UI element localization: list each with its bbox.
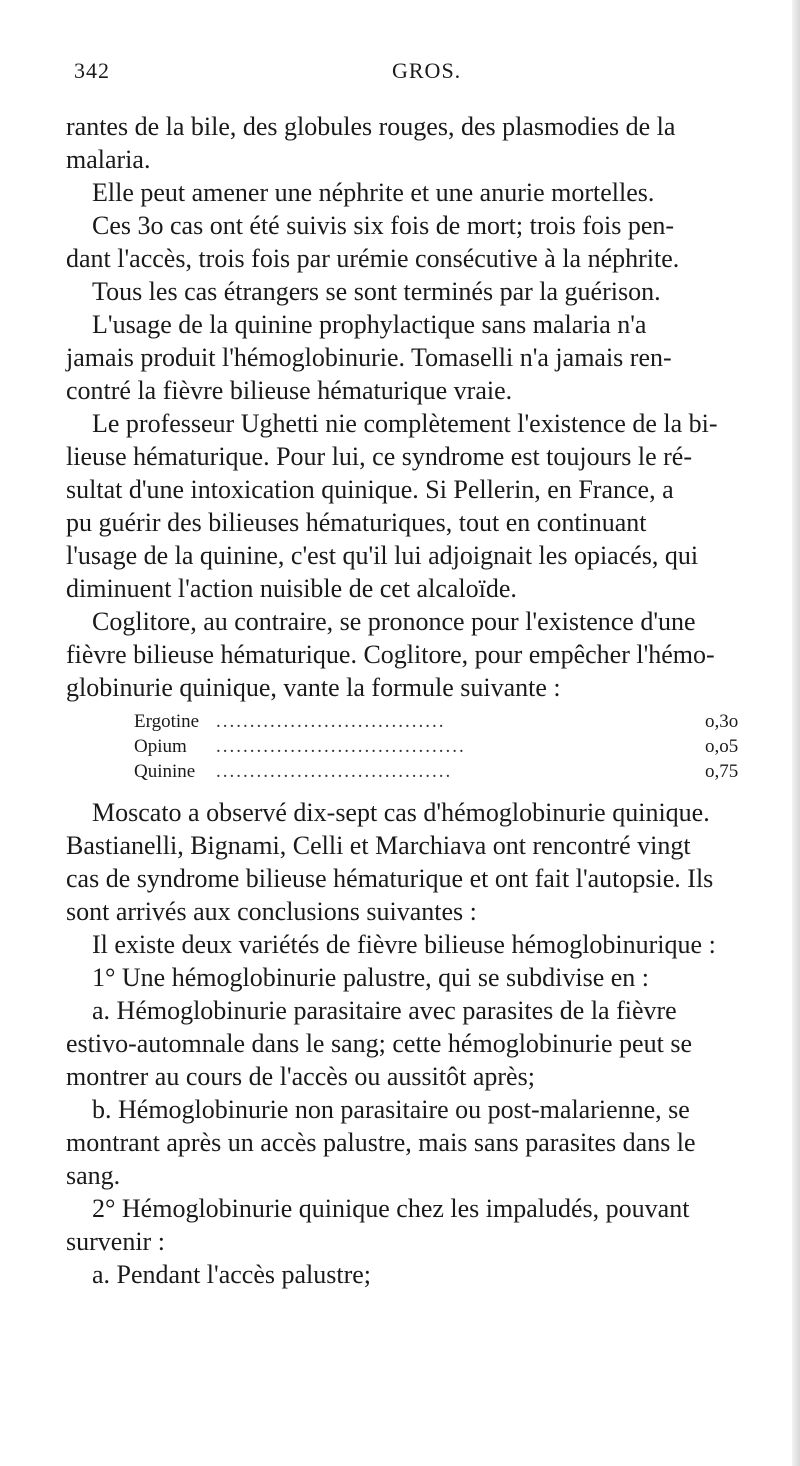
ingredient-quantity: o,75: [705, 761, 739, 782]
text-line: pu guérir des bilieuses hématuriques, tout en continuant: [66, 508, 647, 537]
text-line: l'usage de la quinine, c'est qu'il lui adjoignait les opiacés, qui: [66, 541, 699, 570]
text-line: Ces 3o cas ont été suivis six fois de mort; trois fois pen-: [92, 211, 675, 240]
formula-row: [66, 709, 782, 734]
ingredient-name: Quinine: [134, 761, 196, 782]
text-line: contré la fièvre bilieuse hématurique vraie.: [66, 376, 513, 405]
text-line: jamais produit l'hémoglobinurie. Tomaselli n'a jamais ren-: [66, 343, 672, 372]
ingredient-quantity: o,3o: [705, 711, 739, 732]
text-line: montrant après un accès palustre, mais sans parasites dans le: [66, 1128, 696, 1157]
ingredient-name: Ergotine: [134, 711, 200, 732]
text-line: Bastianelli, Bignami, Celli et Marchiava ont rencontré vingt: [66, 831, 691, 860]
page-number: 342: [74, 58, 110, 83]
formula-row: [66, 734, 782, 759]
text-line: rantes de la bile, des globules rouges, des plasmodies de la: [66, 112, 676, 141]
text-line: b. Hémoglobinurie non parasitaire ou post-malarienne, se: [92, 1095, 690, 1124]
text-line: cas de syndrome bilieuse hématurique et ont fait l'autopsie. Ils: [66, 864, 714, 893]
text-line: 2° Hémoglobinurie quinique chez les impaludés, pouvant: [92, 1194, 690, 1223]
running-title: GROS.: [392, 58, 462, 83]
text-line: survenir :: [66, 1227, 165, 1256]
text-line: a. Pendant l'accès palustre;: [92, 1260, 372, 1289]
text-line: Moscato a observé dix-sept cas d'hémoglobinurie quinique.: [92, 798, 710, 827]
ingredient-quantity: o,o5: [705, 736, 739, 757]
text-line: malaria.: [66, 145, 151, 174]
text-line: dant l'accès, trois fois par urémie consécutive à la néphrite.: [66, 244, 680, 273]
ingredient-name: Opium: [134, 736, 187, 757]
page-header: [74, 58, 722, 88]
text-line: sang.: [66, 1161, 121, 1190]
text-line: estivo-automnale dans le sang; cette hémoglobinurie peut se: [66, 1029, 692, 1058]
dot-leader: .....................................: [216, 736, 466, 757]
paragraphs-after-formula: [66, 796, 782, 1291]
formula-row: [66, 759, 782, 784]
formula-table: [66, 709, 782, 784]
text-line: 1° Une hémoglobinurie palustre, qui se subdivise en :: [92, 963, 650, 992]
paragraphs-before-formula: [66, 110, 782, 704]
text-line: a. Hémoglobinurie parasitaire avec parasites de la fièvre: [92, 996, 677, 1025]
text-line: sultat d'une intoxication quinique. Si Pellerin, en France, a: [66, 475, 674, 504]
text-line: Le professeur Ughetti nie complètement l'existence de la bi-: [92, 409, 718, 438]
text-line: lieuse hématurique. Pour lui, ce syndrome est toujours le ré-: [66, 442, 693, 471]
text-line: sont arrivés aux conclusions suivantes :: [66, 897, 477, 926]
body-text: [66, 110, 782, 1291]
text-line: Tous les cas étrangers se sont terminés par la guérison.: [92, 277, 661, 306]
dot-leader: ..................................: [216, 711, 446, 732]
text-line: diminuent l'action nuisible de cet alcaloïde.: [66, 574, 517, 603]
text-line: L'usage de la quinine prophylactique sans malaria n'a: [92, 310, 647, 339]
page-edge-shadow: [792, 0, 800, 1466]
text-line: Coglitore, au contraire, se prononce pour l'existence d'une: [92, 607, 696, 636]
text-line: globinurie quinique, vante la formule suivante :: [66, 673, 561, 702]
text-line: montrer au cours de l'accès ou aussitôt après;: [66, 1062, 535, 1091]
dot-leader: ...................................: [216, 761, 453, 782]
text-line: Il existe deux variétés de fièvre bilieuse hémoglobinurique :: [92, 930, 716, 959]
text-line: fièvre bilieuse hématurique. Coglitore, pour empêcher l'hémo-: [66, 640, 715, 669]
text-line: Elle peut amener une néphrite et une anurie mortelles.: [92, 178, 655, 207]
